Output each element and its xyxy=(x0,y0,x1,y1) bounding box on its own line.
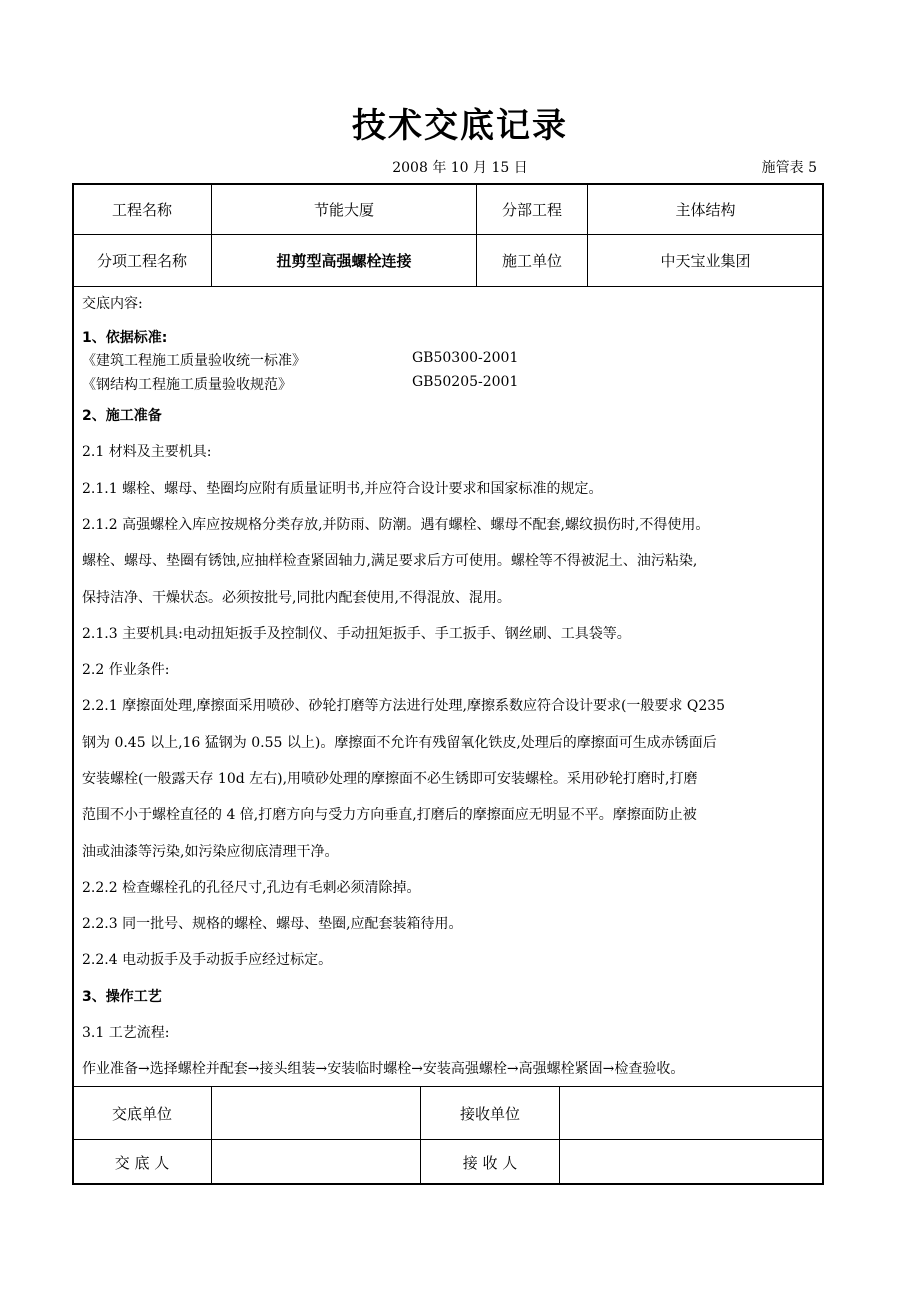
contractor-label: 施工单位 xyxy=(501,252,562,270)
record-table xyxy=(72,183,824,1185)
form-number: 施管表 5 xyxy=(761,160,817,176)
receiver-unit-field[interactable] xyxy=(560,1087,823,1139)
process-flow: 作业准备→选择螺栓并配套→接头组装→安装临时螺栓→安装高强螺栓→高强螺栓紧固→检查验收。 xyxy=(82,1061,685,1077)
para-2-1-2-line3: 保持洁净、干燥状态。必须按批号,同批内配套使用,不得混放、混用。 xyxy=(82,590,511,606)
para-2-1: 2.1 材料及主要机具: xyxy=(82,444,212,460)
para-2-1-1: 2.1.1 螺栓、螺母、垫圈均应附有质量证明书,并应符合设计要求和国家标准的规定。 xyxy=(82,481,603,497)
standard-1 xyxy=(82,350,306,370)
project-name-label: 工程名称 xyxy=(111,200,172,219)
para-2-2-1-line1: 2.2.1 摩擦面处理,摩擦面采用喷砂、砂轮打磨等方法进行处理,摩擦系数应符合设计要求(一般要求 Q235 xyxy=(82,698,726,714)
issuer-unit-label: 交底单位 xyxy=(111,1104,172,1123)
issuer-label: 交 底 人 xyxy=(114,1153,170,1172)
para-2-2-1-line3: 安装螺栓(一般露天存 10d 左右),用喷砂处理的摩擦面不必生锈即可安装螺栓。采用砂轮打磨时,打磨 xyxy=(82,771,698,787)
standard-1-name: 《建筑工程施工质量验收统一标准》 xyxy=(82,353,306,369)
content-intro: 交底内容: xyxy=(82,296,143,312)
para-2-2-1-line4: 范围不小于螺栓直径的 4 倍,打磨方向与受力方向垂直,打磨后的摩擦面应无明显不平。摩擦面防止被 xyxy=(82,807,697,823)
para-2-2-2: 2.2.2 检查螺栓孔的孔径尺寸,孔边有毛刺必须清除掉。 xyxy=(82,880,421,896)
para-3-1: 3.1 工艺流程: xyxy=(82,1025,170,1041)
issuer-unit-field[interactable] xyxy=(212,1087,420,1139)
standard-2 xyxy=(82,374,292,394)
para-2-2-3: 2.2.3 同一批号、规格的螺栓、螺母、垫圈,应配套装箱待用。 xyxy=(82,916,463,932)
receiver-label: 接 收 人 xyxy=(462,1153,518,1172)
standard-2-name: 《钢结构工程施工质量验收规范》 xyxy=(82,377,292,393)
contractor-value: 中天宝业集团 xyxy=(660,252,751,270)
subitem-label: 分项工程名称 xyxy=(96,252,187,270)
row-divider xyxy=(73,286,823,287)
standard-1-code: GB50300-2001 xyxy=(412,350,519,366)
para-2-2-1-line2: 钢为 0.45 以上,16 猛钢为 0.55 以上)。摩擦面不允许有残留氧化铁皮,处理后的摩擦面可生成赤锈面后 xyxy=(82,735,717,751)
para-2-1-2-line2: 螺栓、螺母、垫圈有锈蚀,应抽样检查紧固轴力,满足要求后方可使用。螺栓等不得被泥土、油污粘染, xyxy=(82,553,698,569)
division-value: 主体结构 xyxy=(675,200,736,219)
record-date: 2008 年 10 月 15 日 xyxy=(392,160,528,176)
para-2-2: 2.2 作业条件: xyxy=(82,662,170,678)
para-2-1-3: 2.1.3 主要机具:电动扭矩扳手及控制仪、手动扭矩扳手、手工扳手、钢丝刷、工具袋等。 xyxy=(82,626,631,642)
para-2-1-2-line1: 2.1.2 高强螺栓入库应按规格分类存放,并防雨、防潮。遇有螺栓、螺母不配套,螺纹损伤时,不得使用。 xyxy=(82,517,710,533)
section-3-heading: 3、操作工艺 xyxy=(82,989,162,1005)
page-title: 技术交底记录 xyxy=(352,106,568,146)
project-name-value: 节能大厦 xyxy=(313,200,374,219)
issuer-field[interactable] xyxy=(212,1140,420,1184)
receiver-unit-label: 接收单位 xyxy=(459,1104,520,1123)
para-2-2-1-line5: 油或油漆等污染,如污染应彻底清理干净。 xyxy=(82,844,339,860)
receiver-field[interactable] xyxy=(560,1140,823,1184)
standard-2-code: GB50205-2001 xyxy=(412,374,519,390)
section-1-heading: 1、依据标准: xyxy=(82,330,168,346)
section-2-heading: 2、施工准备 xyxy=(82,408,162,424)
division-label: 分部工程 xyxy=(501,200,562,219)
subitem-value: 扭剪型高强螺栓连接 xyxy=(276,252,412,270)
para-2-2-4: 2.2.4 电动扳手及手动扳手应经过标定。 xyxy=(82,952,333,968)
